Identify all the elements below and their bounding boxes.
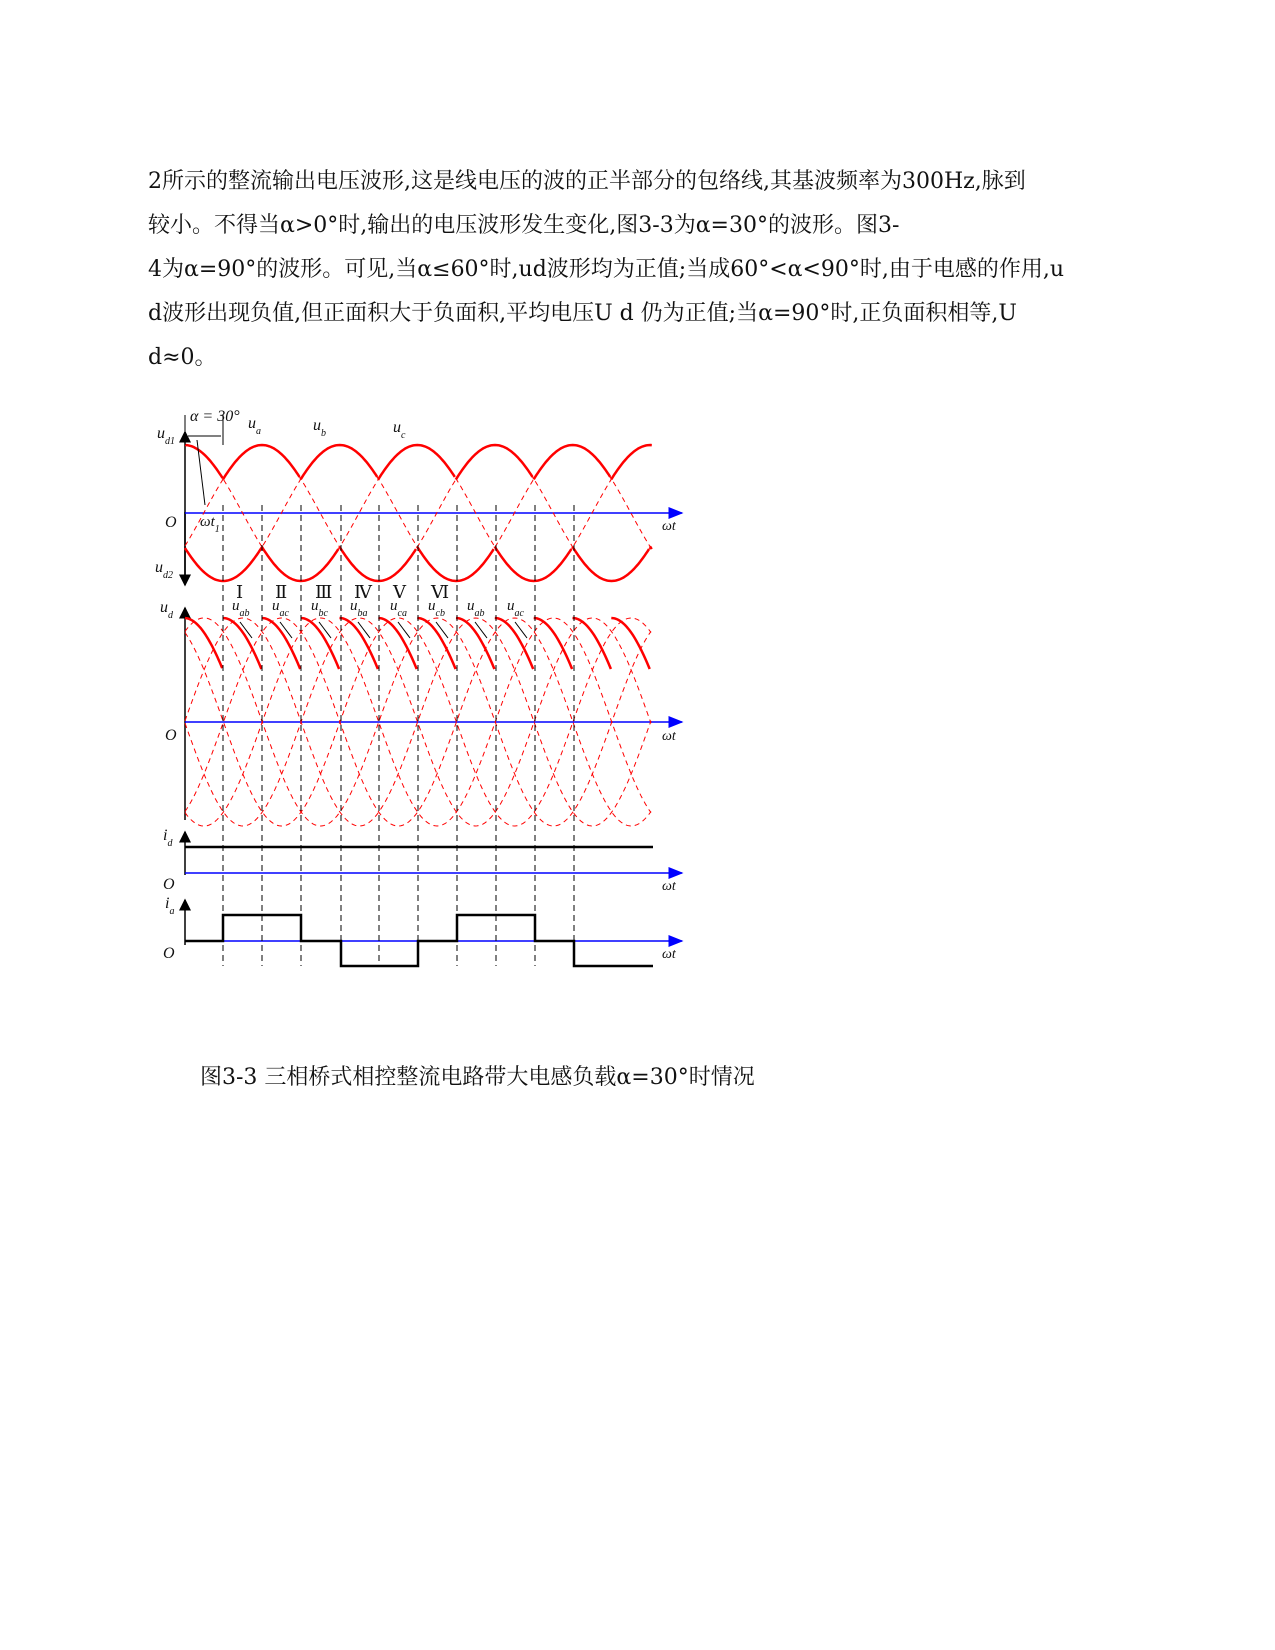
ud2-envelope-segment — [262, 547, 339, 581]
id-label: $i_d$ — [163, 827, 173, 849]
line-voltage-label: $u_{ba}$ — [350, 598, 368, 619]
line-voltage-label: $u_{bc}$ — [311, 598, 328, 619]
origin-label: O — [165, 514, 177, 531]
ud1-envelope-segment — [378, 445, 455, 479]
ud1-envelope-segment — [301, 445, 378, 479]
alpha-pointer — [197, 440, 205, 505]
paragraph-line: 2所示的整流输出电压波形,这是线电压的波的正半部分的包络线,其基波频率为300Hz,脉到 — [148, 169, 1026, 194]
ud2-envelope-segment — [417, 547, 494, 581]
paragraph-line: 较小。不得当α>0°时,输出的电压波形发生变化,图3-3为α=30°的波形。图3- — [148, 213, 900, 238]
line-voltage-label: $u_{ac}$ — [507, 598, 524, 619]
wt-axis-label: ωt — [662, 947, 676, 962]
ud1-envelope-segment — [456, 445, 533, 479]
ud2-label: $u_{d2}$ — [155, 559, 173, 581]
line-voltage-label: $u_{ab}$ — [232, 598, 250, 619]
paragraph-line: d波形出现负值,但正面积大于负面积,平均电压U d 仍为正值;当α=90°时,正负面积相等,U — [148, 301, 1017, 326]
interval-label: Ⅱ — [275, 582, 288, 602]
ud1-envelope-segment — [611, 445, 652, 479]
line-voltage-label: $u_{cb}$ — [428, 598, 445, 619]
body-paragraph — [148, 160, 1128, 380]
phase-label-ub: $u_b$ — [313, 417, 326, 439]
interval-label: Ⅲ — [315, 582, 333, 602]
interval-label: Ⅵ — [431, 582, 450, 602]
wt-axis-label: ωt — [662, 519, 676, 534]
ud-label: $u_d$ — [160, 599, 173, 621]
paragraph-line: d≈0。 — [148, 345, 217, 370]
wt-axis-label: ωt — [662, 879, 676, 894]
interval-label: Ⅳ — [354, 582, 372, 602]
line-voltage-pointer — [358, 622, 370, 638]
commutation-markers — [223, 505, 574, 966]
ud1-envelope-segment — [185, 445, 223, 478]
ud1-label: $u_{d1}$ — [157, 425, 175, 447]
ud2-envelope-segment — [495, 547, 572, 581]
waveform-figure — [150, 400, 700, 980]
ud2-envelope-segment — [340, 547, 417, 581]
ud1-envelope-segment — [223, 445, 300, 479]
origin-label: O — [163, 876, 175, 893]
origin-label: O — [163, 945, 175, 962]
wt-axis-label: ωt — [662, 729, 676, 744]
line-voltage-label: $u_{ca}$ — [390, 598, 407, 619]
ia-label: $i_a$ — [165, 895, 175, 917]
origin-label: O — [165, 727, 177, 744]
ud-segment — [611, 618, 649, 669]
line-voltage-pointer — [280, 622, 292, 638]
figure-caption: 图3-3 三相桥式相控整流电路带大电感负载α=30°时情况 — [200, 1065, 755, 1090]
phase-label-ua: $u_a$ — [248, 415, 261, 437]
phase-label-uc: $u_c$ — [393, 419, 406, 441]
ud1-envelope-segment — [534, 445, 611, 479]
interval-label: Ⅰ — [236, 582, 244, 602]
line-voltage-label: $u_{ab}$ — [467, 598, 485, 619]
paragraph-line: 4为α=90°的波形。可见,当α≤60°时,ud波形均为正值;当成60°<α<90°时,由于电感的作用,u — [148, 257, 1065, 282]
line-voltage-label: $u_{ac}$ — [272, 598, 289, 619]
alpha-label: α = 30° — [190, 408, 240, 425]
ud-segment — [262, 618, 300, 669]
ud2-envelope-segment — [573, 547, 650, 581]
wt1-label: $\omega t_1$ — [200, 514, 220, 535]
interval-labels — [236, 582, 449, 602]
interval-label: Ⅴ — [393, 582, 406, 602]
line-voltage-pointer — [319, 622, 331, 638]
